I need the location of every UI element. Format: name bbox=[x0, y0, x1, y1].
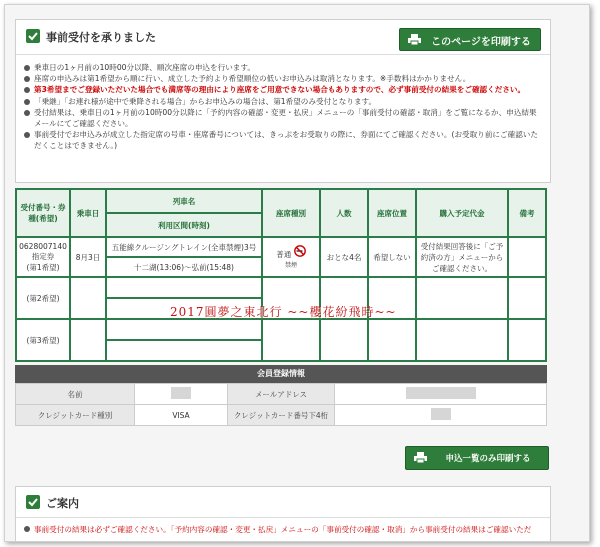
empty-cell bbox=[106, 319, 262, 340]
wish3-cell: (第3希望) bbox=[16, 319, 70, 361]
guide-panel bbox=[15, 486, 551, 542]
price-cell: 受付結果回答後に「ご予約済の方」メニューからご確認ください。 bbox=[416, 237, 508, 277]
name-label: 名前 bbox=[16, 384, 135, 405]
wish-rank: (第1希望) bbox=[26, 262, 60, 272]
card-last4-value bbox=[335, 405, 547, 426]
bullet-icon bbox=[24, 110, 30, 116]
member-info-table bbox=[15, 365, 547, 426]
notice-text: 「乗継」「お連れ様が途中で乗降される場合」からお申込みの場合は、第1希望のみ受付となります。 bbox=[34, 96, 377, 106]
notice-item bbox=[24, 73, 542, 84]
bullet-icon bbox=[24, 526, 30, 532]
checkmark-icon bbox=[26, 495, 40, 509]
table-row bbox=[16, 319, 546, 340]
card-type-value: VISA bbox=[135, 405, 228, 426]
date-cell: 8月3日 bbox=[70, 237, 106, 277]
print-page-label: このページを印刷する bbox=[431, 37, 531, 48]
empty-cell bbox=[320, 319, 368, 361]
bullet-icon bbox=[24, 76, 30, 82]
reservation-table bbox=[15, 188, 547, 362]
wish2-cell: (第2希望) bbox=[16, 277, 70, 319]
redacted-block bbox=[431, 408, 451, 420]
table-row bbox=[16, 405, 547, 426]
empty-cell bbox=[106, 340, 262, 361]
people-cell: おとな4名 bbox=[320, 237, 368, 277]
print-list-label: 申込一覧のみ印刷する bbox=[445, 454, 531, 464]
notice-item bbox=[24, 62, 542, 73]
header-people: 人数 bbox=[320, 189, 368, 237]
empty-cell bbox=[416, 277, 508, 319]
guide-title: ご案内 bbox=[46, 497, 79, 510]
header-seat-type: 座席種別 bbox=[262, 189, 320, 237]
no-smoking-icon bbox=[294, 245, 306, 257]
redacted-block bbox=[406, 387, 476, 399]
email-value bbox=[335, 384, 547, 405]
header-price: 購入予定代金 bbox=[416, 189, 508, 237]
print-page-button[interactable] bbox=[399, 28, 541, 51]
notice-text: 第3希望までご登録いただいた場合でも満席等の理由により座席をご用意できない場合もありますので、必ず事前受付の結果をご確認ください。 bbox=[34, 85, 526, 95]
ticket-no: 0628007140 bbox=[19, 241, 67, 251]
browser-frame bbox=[4, 4, 590, 542]
remarks-cell bbox=[508, 237, 546, 277]
header-section: 利用区間(時刻) bbox=[106, 213, 262, 237]
seat-position-cell: 希望しない bbox=[368, 237, 416, 277]
empty-cell bbox=[70, 277, 106, 319]
notice-item bbox=[24, 84, 542, 95]
email-label: メールアドレス bbox=[228, 384, 335, 405]
guide-panel-header bbox=[16, 487, 550, 518]
notice-list bbox=[24, 62, 542, 152]
empty-cell bbox=[70, 319, 106, 361]
seat-type-cell bbox=[262, 237, 320, 277]
checkmark-icon bbox=[26, 29, 40, 43]
bullet-icon bbox=[24, 65, 30, 71]
empty-cell bbox=[106, 277, 262, 298]
notice-item bbox=[24, 107, 542, 129]
guide-text: 事前受付の結果は必ずご確認ください。「予約内容の確認・変更・払戻」メニューの「事前受付の確認・取消」から事前受付の結果はご確認いただ bbox=[34, 525, 532, 534]
table-row bbox=[16, 277, 546, 298]
member-info-caption: 会員登録情報 bbox=[15, 365, 547, 383]
accept-panel bbox=[15, 19, 551, 183]
notice-text: 乗車日の1ヶ月前の10時00分以降、順次座席の申込を行います。 bbox=[34, 63, 255, 72]
card-last4-label: クレジットカード番号下4桁 bbox=[228, 405, 335, 426]
bullet-icon bbox=[24, 132, 30, 138]
header-remarks: 備考 bbox=[508, 189, 546, 237]
page-title: 事前受付を承りました bbox=[46, 31, 156, 44]
guide-first-line bbox=[24, 524, 544, 535]
bullet-icon bbox=[24, 99, 30, 105]
header-ticket-no: 受付番号・券種(希望) bbox=[16, 189, 70, 237]
table-row bbox=[16, 237, 546, 257]
empty-cell bbox=[508, 319, 546, 361]
redacted-block bbox=[171, 387, 191, 399]
seat-type: 普通 bbox=[276, 250, 292, 259]
notice-text: 事前受付でお申込みが成立した指定席の号車・座席番号については、きっぷをお受取りの際に、券面にてご確認ください。(お受取り前にご確認いただくことはできません。) bbox=[34, 130, 538, 151]
ticket-type: 指定券 bbox=[31, 251, 55, 261]
print-list-button[interactable] bbox=[405, 446, 549, 470]
header-date: 乗車日 bbox=[70, 189, 106, 237]
ticket-no-cell bbox=[16, 237, 70, 277]
notice-text: 受付結果は、乗車日の1ヶ月前の10時00分以降に「予約内容の確認・変更・払戻」メニューの「事前受付の確認・取消」をご覧になるか、申込結果メールにてご確認ください。 bbox=[34, 107, 537, 129]
notice-text: 座席の申込みは第1希望から順に行い、成立した予約より希望順位の低いお申込みは取消となります。※手数料はかかりません。 bbox=[34, 74, 471, 84]
accept-panel-header bbox=[16, 20, 550, 55]
empty-cell bbox=[368, 319, 416, 361]
section-cell: 十二湖(13:06)〜弘前(15:48) bbox=[106, 257, 262, 277]
empty-cell bbox=[416, 319, 508, 361]
header-seat-position: 座席位置 bbox=[368, 189, 416, 237]
name-value bbox=[135, 384, 228, 405]
train-cell: 五能線クルージングトレイン(全車禁煙)3号 bbox=[106, 237, 262, 257]
empty-cell bbox=[508, 277, 546, 319]
notice-item bbox=[24, 96, 542, 107]
card-type-label: クレジットカード種別 bbox=[16, 405, 135, 426]
header-train-name: 列車名 bbox=[106, 189, 262, 213]
notice-item bbox=[24, 129, 542, 151]
bullet-icon bbox=[24, 87, 30, 93]
watermark-text: 2017圓夢之東北行 ~~櫻花紛飛時~~ bbox=[170, 305, 397, 319]
smoking-label: 禁煙 bbox=[284, 262, 297, 269]
empty-cell bbox=[262, 319, 320, 361]
table-row bbox=[16, 384, 547, 405]
